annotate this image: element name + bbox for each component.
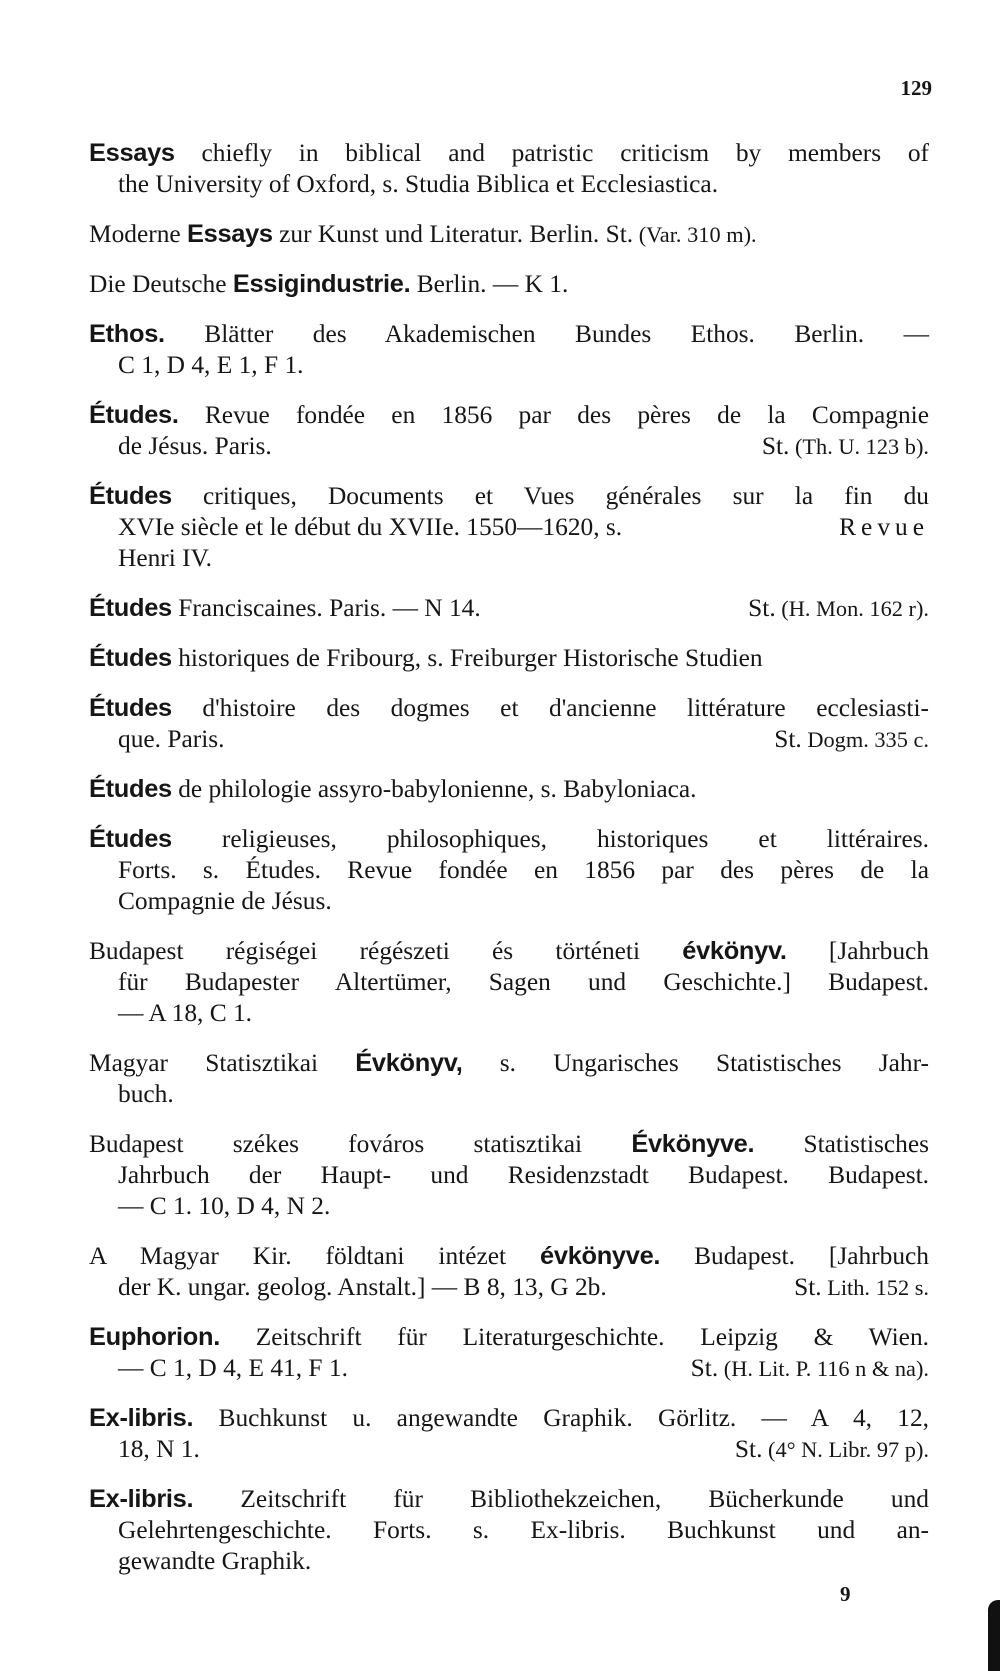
entry-headword: Études	[89, 825, 172, 853]
entry-line	[89, 643, 929, 674]
entry-text: de philologie assyro-babylonienne, s. Babyloniaca.	[171, 775, 697, 803]
entry-line	[89, 319, 929, 350]
list-item	[89, 400, 929, 462]
entry-line	[89, 219, 929, 250]
entry-text: que. Paris.	[118, 725, 225, 753]
location-reference	[794, 1272, 929, 1303]
entry-line	[89, 1048, 929, 1079]
page-number: 129	[900, 76, 932, 100]
signature-mark: 9	[840, 1582, 851, 1606]
entry-line	[89, 1434, 929, 1465]
entry-line	[89, 138, 929, 169]
page-edge-shadow	[988, 1600, 1000, 1671]
entry-headword: évkönyv.	[682, 937, 787, 965]
list-item	[89, 1241, 929, 1303]
shelf-mark: (H. Lit. P. 116 n & na).	[718, 1356, 929, 1381]
entry-line: C 1, D 4, E 1, F 1.	[118, 351, 304, 379]
location-label: St.	[794, 1273, 822, 1301]
entry-text: Budapest. [Jahrbuch	[660, 1242, 929, 1270]
shelf-mark: Dogm. 335 c.	[801, 727, 929, 752]
shelf-mark: (4° N. Libr. 97 p).	[762, 1437, 929, 1462]
entry-headword: Études	[89, 694, 172, 722]
entry-line: gewandte Graphik.	[118, 1547, 312, 1575]
entry-line	[89, 693, 929, 724]
entry-prefix: Budapest székes fováros statisztikai	[89, 1130, 632, 1158]
entry-line	[89, 400, 929, 431]
entry-text: Zeitschrift für Literaturgeschichte. Leipzig & Wien.	[219, 1323, 929, 1351]
entry-headword: Euphorion.	[89, 1323, 220, 1351]
entry-line	[89, 774, 929, 805]
shelf-mark: (H. Mon. 162 r).	[775, 596, 929, 621]
entry-text: s. Ungarisches Statistisches Jahr-	[462, 1049, 929, 1077]
location-reference	[691, 1353, 929, 1384]
entry-line: Henri IV.	[118, 544, 213, 572]
location-reference	[748, 593, 929, 624]
entry-line: the University of Oxford, s. Studia Biblica et Ecclesiastica.	[118, 170, 719, 198]
entry-line	[89, 1484, 929, 1515]
entry-headword: Essays	[187, 220, 273, 248]
list-item	[89, 774, 929, 805]
entry-text: Franciscaines. Paris. — N 14.	[171, 594, 481, 622]
entry-prefix: Moderne	[89, 220, 188, 248]
entry-main	[89, 593, 481, 624]
list-item	[89, 481, 929, 574]
entry-headword: Études	[89, 482, 172, 510]
entry-text: historiques de Fribourg, s. Freiburger Historische Studien	[171, 644, 763, 672]
entry-headword: Essays	[89, 139, 175, 167]
entry-prefix: Die Deutsche	[89, 270, 233, 298]
entry-line	[89, 481, 929, 512]
entry-headword: Évkönyv,	[355, 1049, 463, 1077]
location-label: St.	[690, 1354, 719, 1382]
entry-headword: Ethos.	[89, 320, 165, 348]
shelf-mark: (Th. U. 123 b).	[789, 434, 929, 459]
entry-text: [Jahrbuch	[786, 937, 929, 965]
entry-prefix: Magyar Statisztikai	[89, 1049, 356, 1077]
entry-text: XVIe siècle et le début du XVIIe. 1550—1620, s.	[118, 513, 623, 541]
entry-headword: Études.	[89, 401, 179, 429]
entry-line	[89, 1353, 929, 1384]
entry-prefix: A Magyar Kir. földtani intézet	[89, 1242, 541, 1270]
cross-reference: Revue	[839, 513, 929, 541]
entry-line	[89, 1403, 929, 1434]
list-item	[89, 1048, 929, 1110]
entry-text: religieuses, philosophiques, historiques et littéraires.	[171, 825, 929, 853]
list-item	[89, 936, 929, 1029]
entry-text: d'histoire des dogmes et d'ancienne littérature ecclesiasti-	[171, 694, 929, 722]
entry-line: Gelehrtengeschichte. Forts. s. Ex-libris. Buchkunst und an-	[118, 1516, 929, 1544]
entry-prefix: Budapest régiségei régészeti és történeti	[89, 937, 683, 965]
entry-headword: Évkönyve.	[631, 1130, 755, 1158]
entry-line	[89, 269, 929, 300]
entry-line: — A 18, C 1.	[118, 999, 253, 1027]
entry-text: critiques, Documents et Vues générales sur la fin du	[171, 482, 929, 510]
list-item	[89, 1129, 929, 1222]
location-reference	[762, 431, 929, 462]
entry-text: — C 1, D 4, E 41, F 1.	[118, 1354, 348, 1382]
location-reference	[735, 1434, 929, 1465]
entry-text: de Jésus. Paris.	[118, 432, 272, 460]
entry-headword: Études	[89, 775, 172, 803]
entry-text: der K. ungar. geolog. Anstalt.] — B 8, 13, G 2b.	[118, 1273, 607, 1301]
entry-line	[89, 1241, 929, 1272]
entry-text: Buchkunst u. angewandte Graphik. Görlitz. — A 4, 12,	[193, 1404, 929, 1432]
entry-text: zur Kunst und Literatur. Berlin. St.	[272, 220, 634, 248]
list-item	[89, 643, 929, 674]
entry-line: Forts. s. Études. Revue fondée en 1856 par des pères de la	[118, 856, 929, 884]
entry-line	[89, 1322, 929, 1353]
entry-headword: Ex-libris.	[89, 1404, 194, 1432]
location-label: St.	[748, 594, 776, 622]
entry-headword: Études	[89, 594, 172, 622]
list-item	[89, 1403, 929, 1465]
bibliography-entries	[89, 138, 929, 1596]
entry-line	[89, 1272, 929, 1303]
entry-line	[89, 936, 929, 967]
list-item	[89, 269, 929, 300]
list-item	[89, 693, 929, 755]
list-item	[89, 1322, 929, 1384]
entry-text: 18, N 1.	[118, 1435, 200, 1463]
entry-line: — C 1. 10, D 4, N 2.	[118, 1192, 331, 1220]
entry-line: buch.	[118, 1080, 174, 1108]
list-item	[89, 824, 929, 917]
entry-line	[89, 824, 929, 855]
entry-line	[89, 724, 929, 755]
list-item	[89, 219, 929, 250]
list-item	[89, 319, 929, 381]
entry-headword: Ex-libris.	[89, 1485, 194, 1513]
entry-line	[89, 512, 929, 543]
list-item	[89, 138, 929, 200]
list-item	[89, 1484, 929, 1577]
location-label: St.	[761, 432, 790, 460]
entry-headword: évkönyve.	[540, 1242, 661, 1270]
entry-line: Jahrbuch der Haupt- und Residenzstadt Budapest. Budapest.	[118, 1161, 929, 1189]
location-label: St.	[734, 1435, 763, 1463]
shelf-mark: (Var. 310 m).	[633, 222, 757, 247]
location-reference	[774, 724, 929, 755]
entry-line: Compagnie de Jésus.	[118, 887, 332, 915]
entry-line: für Budapester Altertümer, Sagen und Geschichte.] Budapest.	[118, 968, 929, 996]
entry-headword: Essigindustrie.	[232, 270, 411, 298]
entry-text: Berlin. — K 1.	[410, 270, 569, 298]
entry-headword: Études	[89, 644, 172, 672]
entry-text: Blätter des Akademischen Bundes Ethos. Berlin. —	[164, 320, 929, 348]
entry-line	[89, 593, 929, 624]
entry-text: Revue fondée en 1856 par des pères de la Compagnie	[178, 401, 929, 429]
entry-line	[89, 1129, 929, 1160]
entry-text: Zeitschrift für Bibliothekzeichen, Bücherkunde und	[193, 1485, 929, 1513]
location-label: St.	[774, 725, 802, 753]
shelf-mark: Lith. 152 s.	[821, 1275, 929, 1300]
entry-line	[89, 431, 929, 462]
entry-text: Statistisches	[754, 1130, 929, 1158]
entry-text: chiefly in biblical and patristic criticism by members of	[174, 139, 929, 167]
list-item	[89, 593, 929, 624]
